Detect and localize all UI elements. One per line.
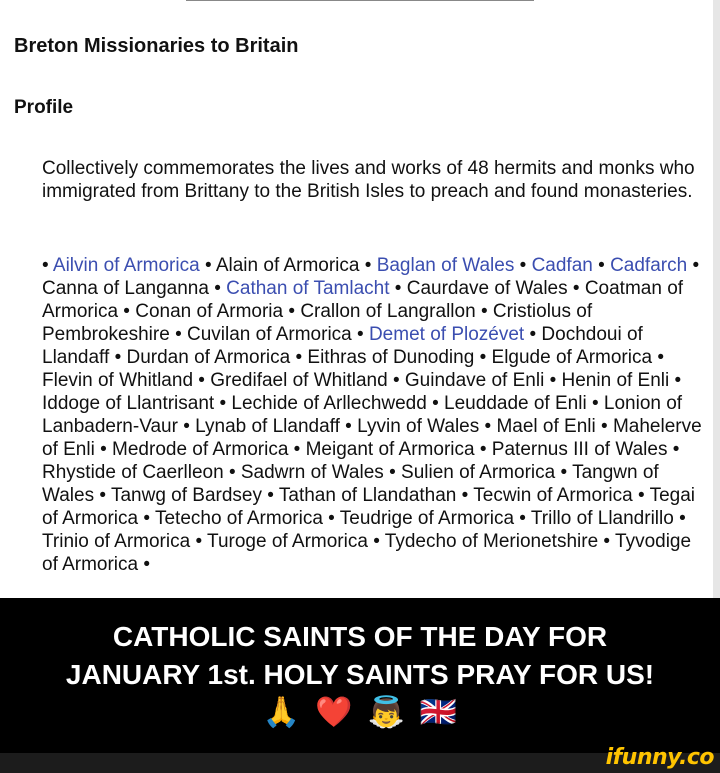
saint-name: Sadwrn of Wales <box>240 462 384 483</box>
list-separator: • <box>603 531 611 552</box>
ifunny-watermark: ifunny.co <box>605 745 714 770</box>
list-separator: • <box>99 485 107 506</box>
list-separator: • <box>42 255 49 276</box>
profile-description: Collectively commemorates the lives and works of 48 hermits and monks who immigrated from Brittany to the British Isles to preach and found monasteries. <box>42 158 695 202</box>
saint-name: Iddoge of Llantrisant <box>42 393 215 414</box>
saint-list <box>42 254 710 576</box>
saint-link[interactable]: Ailvin of Armorica <box>52 255 200 276</box>
saint-name: Alain of Armorica <box>215 255 360 276</box>
saint-name: Paternus III of Wales <box>491 439 668 460</box>
list-separator: • <box>195 531 203 552</box>
list-separator: • <box>572 278 580 299</box>
saint-name: Leuddade of Enli <box>444 393 587 414</box>
list-separator: • <box>143 554 151 575</box>
saint-name: Cuvilan of Armorica <box>187 324 352 345</box>
list-separator: • <box>480 301 488 322</box>
saint-name: Tecwin of Armorica <box>473 485 633 506</box>
saint-name: Lynab of Llandaff <box>195 416 340 437</box>
saint-name: Durdan of Armorica <box>126 347 291 368</box>
list-separator: • <box>175 324 182 345</box>
list-separator: • <box>598 255 605 276</box>
saint-name: Eithras of Dunoding <box>307 347 475 368</box>
list-separator: • <box>601 416 608 437</box>
saint-name: Guindave of Enli <box>404 370 545 391</box>
saint-name: Trillo of Llandrillo <box>530 508 674 529</box>
list-separator: • <box>114 347 122 368</box>
list-separator: • <box>295 347 303 368</box>
saint-name: Elgude of Armorica <box>491 347 653 368</box>
banner-line-1: CATHOLIC SAINTS OF THE DAY FOR <box>112 621 608 652</box>
saint-name: Turoge of Armorica <box>207 531 368 552</box>
list-separator: • <box>479 439 487 460</box>
list-separator: • <box>394 278 402 299</box>
baby-angel-emoji-icon: 👼 <box>367 696 405 729</box>
saint-name: Canna of Langanna <box>42 278 209 299</box>
list-separator: • <box>637 485 645 506</box>
saint-name: Mael of Enli <box>496 416 596 437</box>
list-separator: • <box>432 393 439 414</box>
saint-name: Gredifael of Whitland <box>210 370 388 391</box>
list-separator: • <box>214 278 221 299</box>
saint-name: Tyvodige of Armorica <box>42 531 692 575</box>
list-separator: • <box>228 462 236 483</box>
saint-name: Tegai of Armorica <box>42 485 695 529</box>
list-separator: • <box>519 255 527 276</box>
list-separator: • <box>549 370 557 391</box>
list-separator: • <box>267 485 274 506</box>
section-heading-profile: Profile <box>14 97 74 118</box>
list-separator: • <box>198 370 205 391</box>
caption-banner <box>0 598 720 753</box>
list-separator: • <box>529 324 537 345</box>
saint-name: Meigant of Armorica <box>305 439 475 460</box>
saint-name: Caurdave of Wales <box>406 278 568 299</box>
saint-name: Medrode of Armorica <box>112 439 289 460</box>
list-separator: • <box>100 439 107 460</box>
list-separator: • <box>373 531 380 552</box>
list-separator: • <box>293 439 301 460</box>
saint-link[interactable]: Demet of Plozévet <box>368 324 525 345</box>
saint-name: Conan of Armoria <box>135 301 284 322</box>
praying-hands-emoji-icon: 🙏 <box>262 696 301 729</box>
list-separator: • <box>328 508 335 529</box>
saint-link[interactable]: Baglan of Wales <box>376 255 515 276</box>
saint-name: Lonion of Lanbadern-Vaur <box>42 393 683 437</box>
list-separator: • <box>692 255 700 276</box>
list-separator: • <box>389 462 396 483</box>
list-separator: • <box>345 416 352 437</box>
list-separator: • <box>519 508 526 529</box>
scrollbar-track[interactable] <box>713 0 720 598</box>
saint-name: Sulien of Armorica <box>401 462 556 483</box>
list-separator: • <box>143 508 151 529</box>
page-title: Breton Missionaries to Britain <box>14 35 299 57</box>
saint-name: Tathan of Llandathan <box>278 485 457 506</box>
saint-link[interactable]: Cadfarch <box>610 255 688 276</box>
uk-flag-emoji-icon: 🇬🇧 <box>419 696 458 729</box>
emoji-row <box>0 695 720 731</box>
list-separator: • <box>461 485 469 506</box>
saint-name: Trinio of Armorica <box>42 531 191 552</box>
banner-line-2: JANUARY 1st. HOLY SAINTS PRAY FOR US! <box>65 659 655 690</box>
list-separator: • <box>364 255 372 276</box>
saint-name: Henin of Enli <box>561 370 670 391</box>
saint-name: Crallon of Langrallon <box>300 301 476 322</box>
saint-link[interactable]: Cathan of Tamlacht <box>226 278 390 299</box>
list-separator: • <box>219 393 227 414</box>
list-separator: • <box>672 439 680 460</box>
saint-name: Tanwg of Bardsey <box>110 485 262 506</box>
saint-name: Tetecho of Armorica <box>154 508 323 529</box>
list-separator: • <box>357 324 364 345</box>
list-separator: • <box>679 508 686 529</box>
list-separator: • <box>183 416 190 437</box>
list-separator: • <box>674 370 682 391</box>
saint-name: Tydecho of Merionetshire <box>384 531 599 552</box>
saint-name: Tangwn of Wales <box>42 462 659 506</box>
list-separator: • <box>560 462 568 483</box>
saint-name: Cristiolus of Pembrokeshire <box>42 301 593 345</box>
list-separator: • <box>484 416 492 437</box>
top-divider <box>186 0 534 1</box>
saint-name: Rhystide of Caerlleon <box>42 462 224 483</box>
saint-name: Lechide of Arllechwedd <box>231 393 427 414</box>
saint-name: Flevin of Whitland <box>42 370 194 391</box>
list-separator: • <box>657 347 664 368</box>
list-separator: • <box>288 301 296 322</box>
saint-name: Teudrige of Armorica <box>339 508 515 529</box>
banner-caption <box>0 618 720 694</box>
list-separator: • <box>123 301 130 322</box>
saint-name: Dochdoui of Llandaff <box>42 324 643 368</box>
list-separator: • <box>204 255 212 276</box>
saint-name: Mahelerve of Enli <box>42 416 702 460</box>
saint-link[interactable]: Cadfan <box>531 255 593 276</box>
list-separator: • <box>479 347 487 368</box>
saint-name: Lyvin of Wales <box>357 416 480 437</box>
list-separator: • <box>591 393 599 414</box>
saint-name: Coatman of Armorica <box>42 278 684 322</box>
list-separator: • <box>392 370 400 391</box>
red-heart-emoji-icon: ❤️ <box>315 696 353 729</box>
